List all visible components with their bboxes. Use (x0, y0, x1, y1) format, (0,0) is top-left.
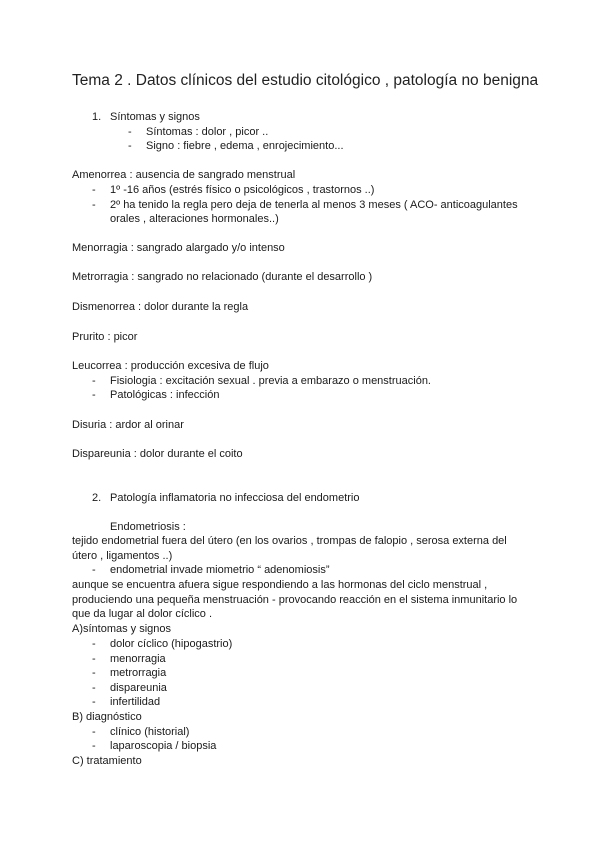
list-item: Signo : fiebre , edema , enrojecimiento... (146, 140, 344, 152)
list-dash: - (128, 140, 132, 152)
disuria-definition: Disuria : ardor al orinar (72, 419, 184, 431)
list-dash: - (92, 653, 96, 665)
list-dash: - (92, 638, 96, 650)
list-dash: - (92, 375, 96, 387)
amenorrea-definition: Amenorrea : ausencia de sangrado menstrual (72, 169, 296, 181)
diagnostico-heading: B) diagnóstico (72, 711, 142, 723)
menorragia-definition: Menorragia : sangrado alargado y/o intenso (72, 242, 285, 254)
list-dash: - (92, 682, 96, 694)
page-title: Tema 2 . Datos clínicos del estudio citológico , patología no benigna (72, 72, 539, 89)
list-item: endometrial invade miometrio “ adenomiosis” (110, 564, 330, 576)
list-item: Síntomas : dolor , picor .. (146, 126, 269, 138)
list-item: 2º ha tenido la regla pero deja de tenerla al menos 3 meses ( ACO- anticoagulantes (110, 199, 518, 211)
list-dash: - (92, 696, 96, 708)
list-dash: - (92, 199, 96, 211)
list-item: dispareunia (110, 682, 167, 694)
sintomas-heading: A)síntomas y signos (72, 623, 172, 635)
list-item: clínico (historial) (110, 726, 190, 738)
paragraph-line: tejido endometrial fuera del útero (en los ovarios , trompas de falopio , serosa externa del (72, 535, 507, 547)
list-item: laparoscopia / biopsia (110, 740, 217, 752)
dismenorrea-definition: Dismenorrea : dolor durante la regla (72, 301, 249, 313)
list-item: Fisiologia : excitación sexual . previa a embarazo o menstruación. (110, 375, 431, 387)
leucorrea-definition: Leucorrea : producción excesiva de flujo (72, 360, 269, 372)
paragraph-line: produciendo una pequeña menstruación - provocando reacción en el sistema inmunitario lo (72, 594, 518, 606)
list-item: Patológicas : infección (110, 389, 220, 401)
section-1-heading: Síntomas y signos (110, 111, 200, 123)
paragraph-line: aunque se encuentra afuera sigue respondiendo a las hormonas del ciclo menstrual , (72, 579, 488, 591)
section-2-number: 2. (92, 492, 102, 504)
list-dash: - (92, 184, 96, 196)
list-item: dolor cíclico (hipogastrio) (110, 638, 233, 650)
paragraph-line: útero , ligamentos ..) (72, 550, 173, 562)
list-dash: - (92, 740, 96, 752)
dispareunia-definition: Dispareunia : dolor durante el coito (72, 448, 243, 460)
list-dash: - (92, 389, 96, 401)
section-1-number: 1. (92, 111, 102, 123)
list-dash: - (92, 564, 96, 576)
list-item: menorragia (110, 653, 166, 665)
section-2-heading: Patología inflamatoria no infecciosa del endometrio (110, 492, 360, 504)
list-item-continuation: orales , alteraciones hormonales..) (110, 213, 279, 225)
list-dash: - (92, 667, 96, 679)
metrorragia-definition: Metrorragia : sangrado no relacionado (durante el desarrollo ) (72, 271, 373, 283)
endometriosis-heading: Endometriosis : (110, 521, 186, 533)
tratamiento-heading: C) tratamiento (72, 755, 142, 767)
list-item: metrorragia (110, 667, 167, 679)
list-dash: - (128, 126, 132, 138)
list-dash: - (92, 726, 96, 738)
paragraph-line: que da lugar al dolor cíclico . (72, 608, 213, 620)
prurito-definition: Prurito : picor (72, 331, 138, 343)
list-item: infertilidad (110, 696, 161, 708)
list-item: 1º -16 años (estrés físico o psicológicos , trastornos ..) (110, 184, 375, 196)
